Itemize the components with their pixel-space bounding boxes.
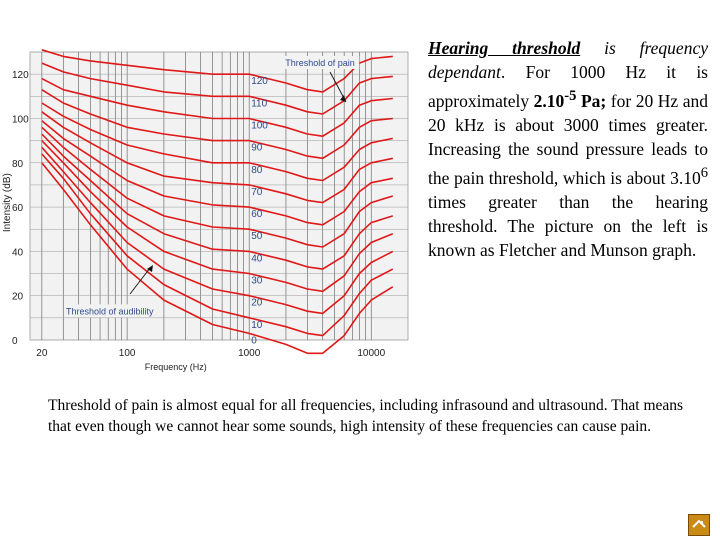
y-tick-label: 20 — [12, 291, 24, 303]
y-tick-label: 60 — [12, 203, 24, 215]
y-tick-label: 0 — [12, 336, 18, 347]
curve-label: 30 — [251, 275, 263, 287]
curve-label: 70 — [251, 186, 263, 198]
curve-label: 10 — [251, 319, 263, 331]
x-tick-label: 10000 — [357, 348, 386, 359]
side-text-p3: 2.10 — [533, 90, 565, 111]
hearing-threshold-title: Hearing threshold — [428, 38, 581, 58]
x-tick-label: 1000 — [238, 348, 261, 359]
fletcher-munson-chart — [0, 40, 420, 380]
curve-label: 50 — [251, 231, 263, 243]
curve-label: 120 — [251, 76, 268, 88]
threshold-of-audibility-label: Threshold of audibility — [66, 306, 154, 317]
side-text-p3-sup: -5 — [564, 88, 577, 104]
x-axis-label: Frequency (Hz) — [144, 362, 207, 372]
curve-label: 100 — [251, 120, 268, 132]
y-tick-label: 100 — [12, 114, 29, 126]
x-tick-label: 20 — [36, 348, 48, 359]
side-text-p4: Pa; — [576, 90, 607, 111]
home-icon — [689, 515, 709, 535]
side-text-p6: times greater than the hearing threshold. The picture on the left is known as Fletcher and Munson graph. — [428, 191, 708, 260]
curve-label: 0 — [251, 335, 257, 347]
y-axis-label: Intensity (dB) — [2, 173, 13, 233]
curve-label: 20 — [251, 297, 263, 309]
y-tick-label: 80 — [12, 158, 24, 170]
home-button[interactable] — [688, 514, 710, 536]
curve-label: 80 — [251, 164, 263, 176]
curve-label: 60 — [251, 209, 263, 221]
side-text-p5-sup: 6 — [700, 164, 708, 181]
x-tick-label: 100 — [118, 348, 136, 359]
chart-svg — [0, 40, 420, 380]
side-text-p5: for 20 Hz and 20 kHz is about 3000 times greater. Increasing the sound pressure leads to the pain threshold, which is about 3.10 — [428, 90, 708, 188]
threshold-of-pain-text: Threshold of pain is almost equal for all frequencies, including infrasound and ultrasound. That means that even though we cannot hear some sounds, high intensity of these frequencies can cause pain. — [48, 397, 684, 435]
curve-label: 110 — [251, 98, 268, 110]
y-tick-label: 40 — [12, 247, 24, 259]
side-text-p1: is frequency dependant — [428, 38, 708, 82]
hearing-threshold-text — [428, 36, 708, 262]
side-text-p2: . For 1000 Hz it is approximately — [428, 62, 708, 111]
threshold-of-pain-label: Threshold of pain — [285, 58, 355, 68]
y-tick-label: 120 — [12, 70, 29, 82]
curve-label: 40 — [251, 253, 263, 265]
curve-label: 90 — [251, 142, 263, 154]
